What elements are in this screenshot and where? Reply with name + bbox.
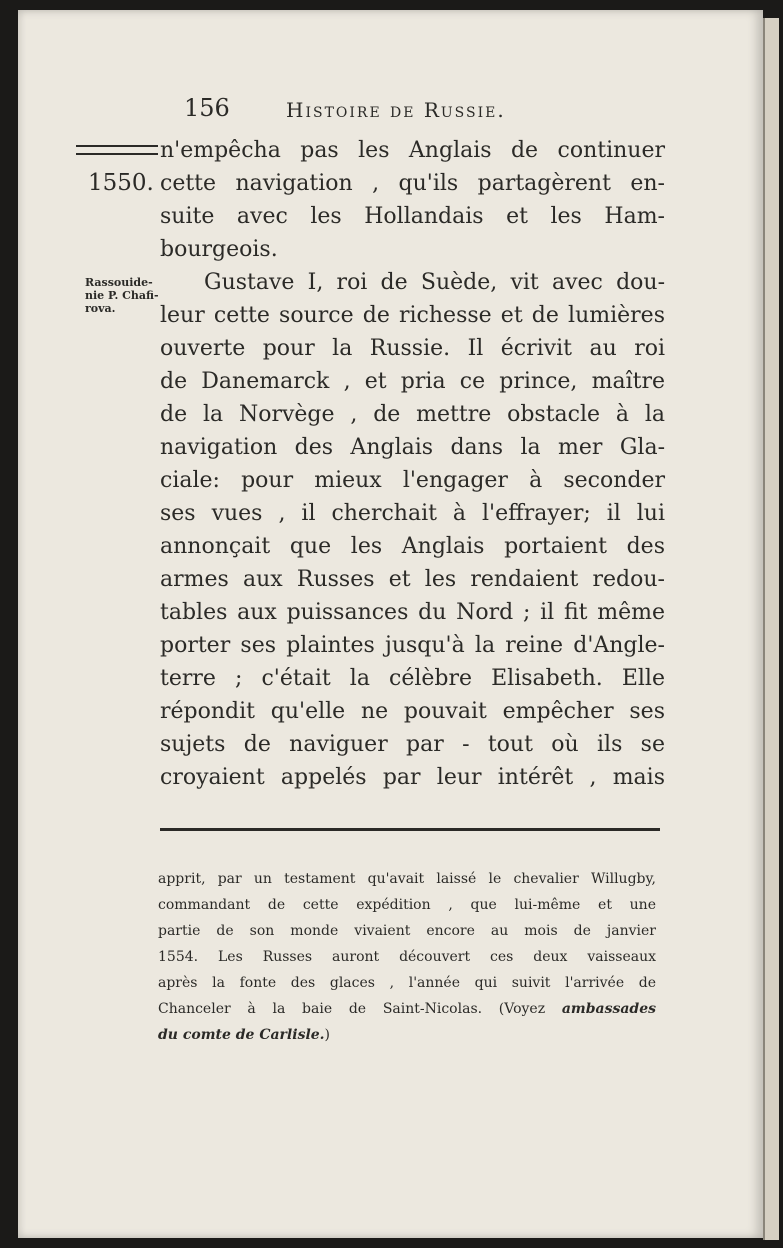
- page-header: [184, 94, 684, 128]
- next-page-edge: [763, 18, 779, 1240]
- text-line: tables aux puissances du Nord ; il fit même: [160, 600, 665, 625]
- sidenote-line: Rassouide-: [85, 276, 153, 289]
- text-line: ses vues , il cherchait à l'effrayer; il lui: [160, 501, 665, 526]
- footnote-line: [158, 996, 656, 1022]
- text-line: porter ses plaintes jusqu'à la reine d'Angle-: [160, 633, 665, 658]
- footnote-line: apprit, par un testament qu'avait laissé le chevalier Willugby,: [158, 871, 656, 887]
- text-line: Gustave I, roi de Suède, vit avec dou-: [204, 270, 665, 295]
- footnote-line: [158, 1022, 656, 1048]
- footnote-line: 1554. Les Russes auront découvert ces deux vaisseaux: [158, 949, 656, 965]
- text-line: répondit qu'elle ne pouvait empêcher ses: [160, 699, 665, 724]
- footnote-text: Chanceler à la baie de Saint-Nicolas. (Voyez: [158, 1001, 562, 1017]
- text-line: sujets de naviguer par - tout où ils se: [160, 732, 665, 757]
- text-line: n'empêcha pas les Anglais de continuer: [160, 138, 665, 163]
- continuation-dash: [76, 145, 158, 155]
- margin-year: 1550.: [88, 170, 154, 196]
- text-line: terre ; c'était la célèbre Elisabeth. Elle: [160, 666, 665, 691]
- footnote-line: partie de son monde vivaient encore au mois de janvier: [158, 923, 656, 939]
- text-line: cette navigation , qu'ils partagèrent en-: [160, 171, 665, 196]
- footnote-italic: du comte de Carlisle.: [158, 1027, 325, 1043]
- sidenote-line: rova.: [85, 302, 116, 315]
- text-line: armes aux Russes et les rendaient redou-: [160, 567, 665, 592]
- footnote-text: ): [324, 1027, 331, 1043]
- text-line: leur cette source de richesse et de lumières: [160, 303, 665, 328]
- page-number: 156: [184, 94, 230, 122]
- margin-sidenote: [85, 276, 163, 315]
- text-line: suite avec les Hollandais et les Ham-: [160, 204, 665, 229]
- text-line: bourgeois.: [160, 237, 278, 262]
- footnote-rule: [160, 828, 660, 831]
- sidenote-line: nie P. Chafi-: [85, 289, 159, 302]
- main-text: [160, 134, 665, 794]
- footnote: [158, 866, 656, 1048]
- text-line: annonçait que les Anglais portaient des: [160, 534, 665, 559]
- footnote-italic: ambassades: [561, 1001, 656, 1017]
- text-line: navigation des Anglais dans la mer Gla-: [160, 435, 665, 460]
- text-line: ciale: pour mieux l'engager à seconder: [160, 468, 665, 493]
- text-line: croyaient appelés par leur intérêt , mais: [160, 765, 665, 790]
- footnote-line: après la fonte des glaces , l'année qui suivit l'arrivée de: [158, 975, 656, 991]
- text-line: ouverte pour la Russie. Il écrivit au roi: [160, 336, 665, 361]
- text-line: de Danemarck , et pria ce prince, maître: [160, 369, 665, 394]
- text-line: de la Norvège , de mettre obstacle à la: [160, 402, 665, 427]
- running-title: Histoire de Russie.: [286, 98, 506, 122]
- footnote-line: commandant de cette expédition , que lui-même et une: [158, 897, 656, 913]
